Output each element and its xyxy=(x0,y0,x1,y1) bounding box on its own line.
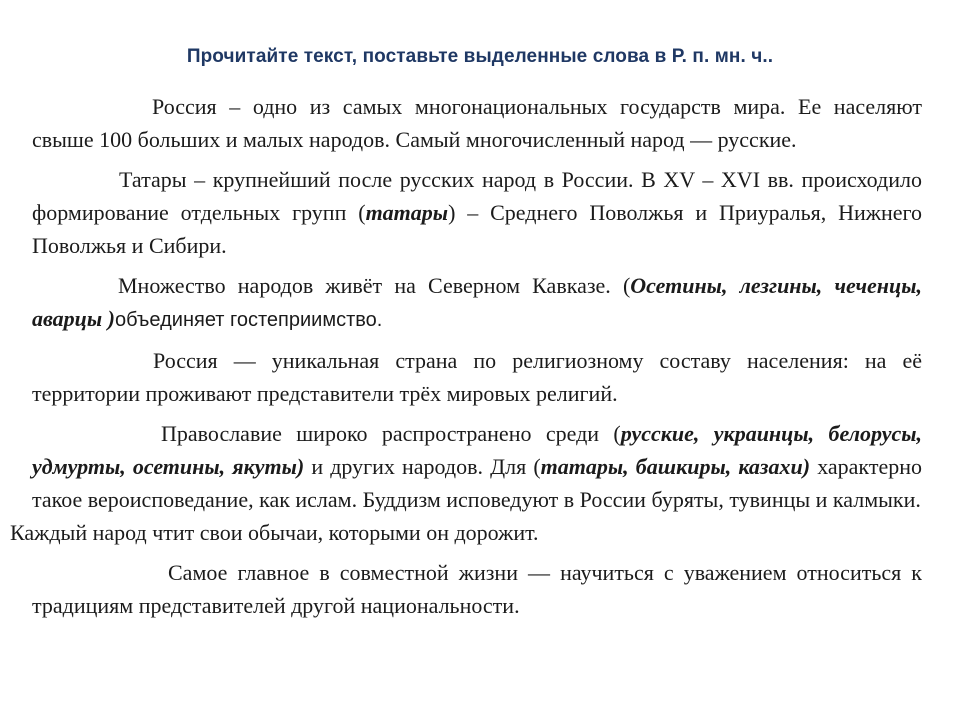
slide-title: Прочитайте текст, поставьте выделенные слова в Р. п. мн. ч.. xyxy=(186,46,774,67)
paragraph-tatars xyxy=(32,163,922,262)
paragraph-respect: Самое главное в совместной жизни — научиться с уважением относиться к традициям представителей другой национальности. xyxy=(32,560,922,618)
paragraph-tatars-text-2: ) – Среднего Поволжья и Приуралья, Нижнего Поволжья и Сибири. xyxy=(32,200,922,258)
paragraph-caucasus xyxy=(32,269,922,337)
paragraph-religions: Россия — уникальная страна по религиозному составу населения: на её территории проживают представители трёх мировых религий. xyxy=(32,348,922,406)
paragraph-orthodoxy-islam xyxy=(32,417,922,516)
highlighted-words-muslim-peoples: татары, башкиры, казахи) xyxy=(540,454,811,479)
paragraph-tatars-text-1: Татары – крупнейший после русских народ в России. В XV – XVI вв. происходило формирование отдельных групп ( xyxy=(32,167,922,225)
slide-body xyxy=(10,90,922,622)
paragraph-orthodoxy-text-1: Православие широко распространено среди ( xyxy=(161,421,621,446)
paragraph-orthodoxy-text-3: характерно такое вероисповедание, как ислам. Буддизм исповедуют в России буряты, тувинцы и калмыки. xyxy=(32,454,922,512)
paragraph-caucasus-text-2: объединяет гостеприимство. xyxy=(115,309,383,331)
paragraph-orthodoxy-text-2: и других народов. Для ( xyxy=(304,454,541,479)
paragraph-russia-multinational: Россия – одно из самых многонациональных государств мира. Ее населяют свыше 100 больших и малых народов. Самый многочисленный народ — русские. xyxy=(32,94,922,152)
paragraph-customs: Каждый народ чтит свои обычаи, которыми он дорожит. xyxy=(10,520,539,545)
highlighted-words-orthodox-peoples: русские, украинцы, белорусы, удмурты, осетины, якуты) xyxy=(32,421,922,479)
paragraph-caucasus-text-1: Множество народов живёт на Северном Кавказе. ( xyxy=(118,273,631,298)
highlighted-words-caucasus-peoples: Осетины, лезгины, чеченцы, аварцы ) xyxy=(32,273,922,331)
highlighted-word-tatary: татары xyxy=(365,200,449,225)
